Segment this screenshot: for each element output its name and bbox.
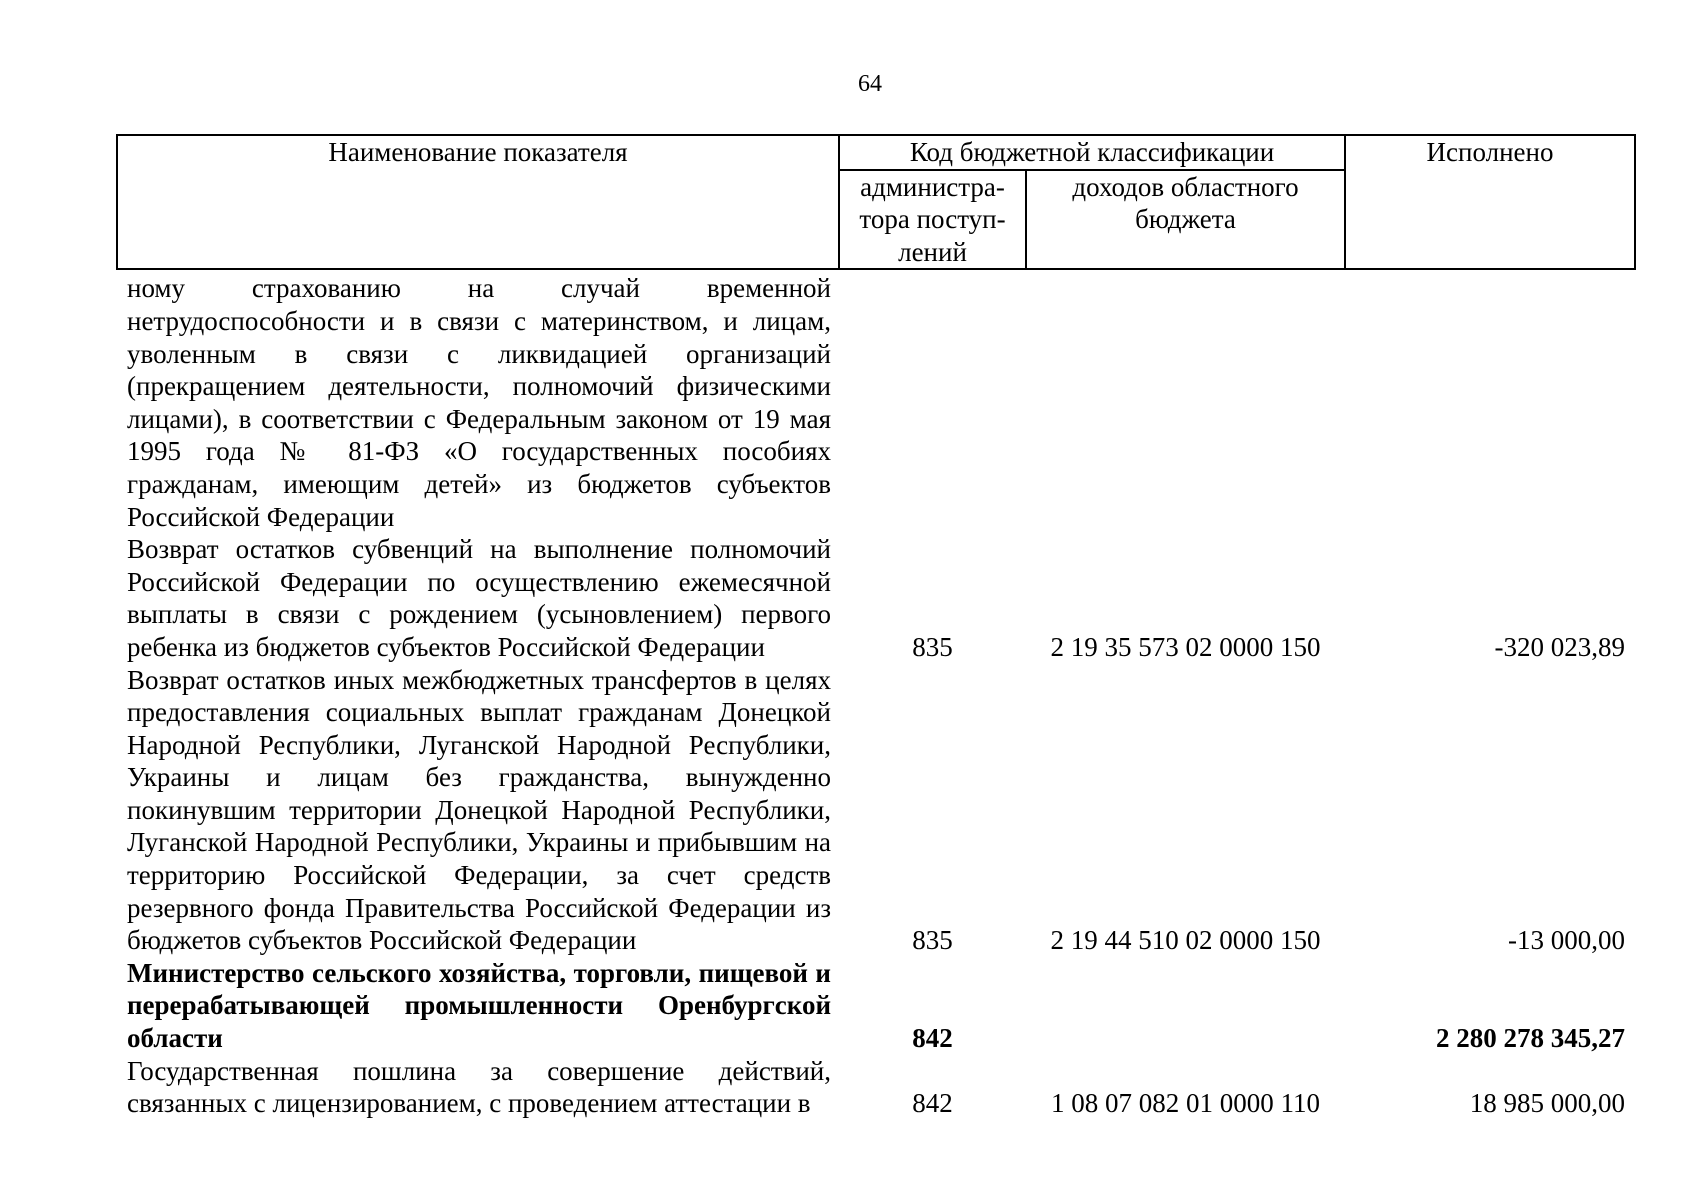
row-income-code: 1 08 07 082 01 0000 110: [1051, 1088, 1320, 1119]
row-income-code: 2 19 44 510 02 0000 150: [1050, 925, 1321, 956]
row-indicator-name: ному страхованию на случай временной нетрудоспособности и в связи с материнством, и лицам, уволенным в связи с ликвидацией организаций (прекращением деятельности, полномочий физическими лицами), в соответствии с Федеральным законом от 19 мая 1995 года № 81-ФЗ «О государственных пособиях гражданам, имеющим детей» из бюджетов субъектов Российской Федерации: [127, 273, 831, 532]
row-executed-amount: -320 023,89: [1494, 631, 1626, 662]
row-income-code: [1026, 957, 1345, 1055]
table-row: [117, 957, 1635, 1055]
row-administrator-code: 835: [912, 631, 953, 662]
row-administrator-code: 835: [912, 925, 953, 956]
row-administrator-code: [839, 269, 1026, 533]
row-indicator-name: Государственная пошлина за совершение действий, связанных с лицензированием, с проведением аттестации в: [127, 1055, 831, 1119]
row-indicator-name: Возврат остатков субвенций на выполнение полномочий Российской Федерации по осуществлению ежемесячной выплаты в связи с рождением (усыновлением) первого ребенка из бюджетов субъектов Российской Федерации: [127, 534, 831, 662]
row-indicator-name: Возврат остатков иных межбюджетных трансфертов в целях предоставления социальных выплат гражданам Донецкой Народной Республики, Луганской Народной Республики, Украины и лицам без гражданства, вынужденно покинувшим территории Донецкой Народной Республики, Луганской Народной Республики, Украины и прибывшим на территорию Российской Федерации, за счет средств резервного фонда Правительства Российской Федерации из бюджетов субъектов Российской Федерации: [127, 664, 831, 956]
table-row: [117, 269, 1635, 533]
row-executed-amount: [1345, 269, 1635, 533]
table-row: [117, 533, 1635, 663]
budget-report-table: [116, 134, 1636, 1120]
table-row: [117, 664, 1635, 957]
row-income-code: 2 19 35 573 02 0000 150: [1050, 631, 1321, 662]
row-administrator-code: 842: [912, 1088, 953, 1119]
row-executed-amount: -13 000,00: [1508, 925, 1626, 956]
header-administrator: администра-тора поступ-лений: [839, 170, 1026, 270]
row-executed-amount: 2 280 278 345,27: [1436, 1023, 1626, 1054]
header-executed: Исполнено: [1345, 135, 1635, 269]
header-regional-income: доходов областного бюджета: [1026, 170, 1345, 270]
header-indicator-name: Наименование показателя: [117, 135, 839, 269]
header-budget-code: Код бюджетной классификации: [839, 135, 1345, 170]
row-indicator-name: Министерство сельского хозяйства, торговли, пищевой и перерабатывающей промышленности Оренбургской области: [127, 957, 831, 1054]
table-body: [117, 269, 1635, 1119]
page-number: 64: [858, 71, 882, 97]
table-row: [117, 1055, 1635, 1120]
row-income-code: [1026, 269, 1345, 533]
row-administrator-code: 842: [912, 1023, 953, 1054]
row-executed-amount: 18 985 000,00: [1469, 1088, 1626, 1119]
table-header: [117, 135, 1635, 269]
